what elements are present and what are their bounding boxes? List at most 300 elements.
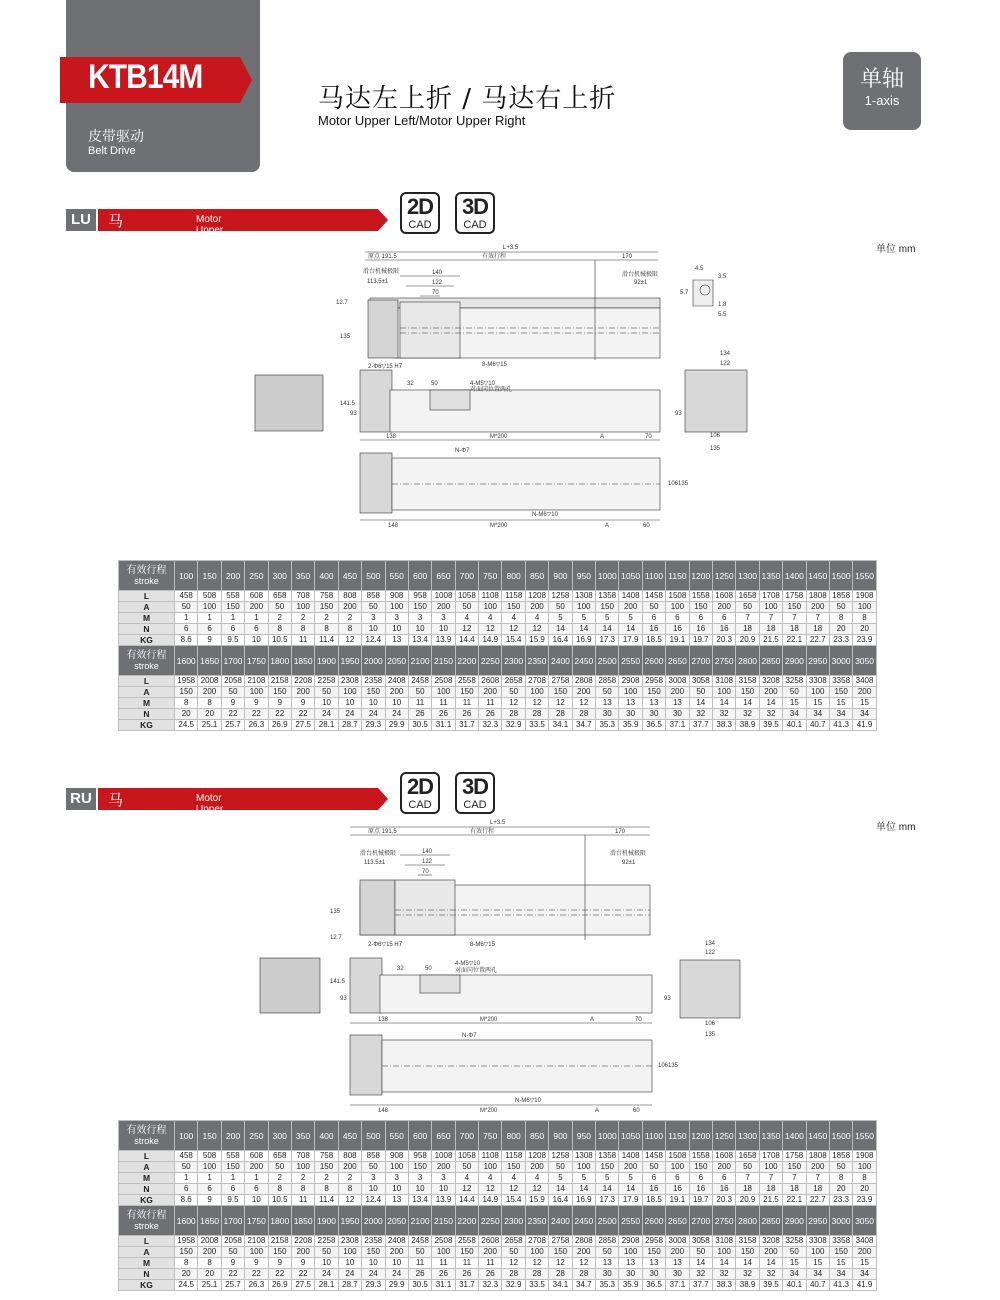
table-cell: 3358 <box>829 1236 852 1247</box>
table-cell: 19.7 <box>689 635 712 646</box>
table-row <box>119 1184 877 1195</box>
dim-a-bottom: A <box>595 1108 600 1114</box>
table-cell: 150 <box>221 602 244 613</box>
table-cell: 34.7 <box>572 720 595 731</box>
cad-3d-button[interactable] <box>455 192 495 234</box>
table-cell: 50 <box>642 602 665 613</box>
cad-2d-button[interactable] <box>400 772 440 814</box>
dim-170: 170 <box>622 254 633 260</box>
table-row <box>119 709 877 720</box>
table-cell: 150 <box>596 602 619 613</box>
table-cell: 908 <box>385 1151 408 1162</box>
table-cell: 22 <box>291 1269 314 1280</box>
table-cell: 758 <box>315 1151 338 1162</box>
table-cell: 10 <box>385 624 408 635</box>
stroke-value: 2550 <box>619 1206 642 1236</box>
table-cell: 1 <box>221 613 244 624</box>
table-cell: 858 <box>362 591 385 602</box>
table-cell: 8 <box>268 1184 291 1195</box>
table-row <box>119 676 877 687</box>
table-cell: 17.3 <box>596 635 619 646</box>
table-cell: 2758 <box>549 1236 572 1247</box>
table-cell: 13 <box>666 1258 689 1269</box>
table-cell: 1658 <box>736 591 759 602</box>
table-cell: 40.1 <box>783 1280 806 1291</box>
table-cell: 30 <box>642 1269 665 1280</box>
table-cell: 28 <box>549 1269 572 1280</box>
stroke-value: 1650 <box>198 646 221 676</box>
table-row <box>119 1173 877 1184</box>
table-cell: 1 <box>198 613 221 624</box>
stroke-value: 1000 <box>596 1121 619 1151</box>
table-cell: 26 <box>432 1269 455 1280</box>
table-cell: 50 <box>221 1247 244 1258</box>
table-cell: 2608 <box>479 1236 502 1247</box>
dim-32: 32 <box>397 966 404 972</box>
table-cell: 32 <box>736 709 759 720</box>
table-cell: 2858 <box>596 1236 619 1247</box>
table-cell: 22.1 <box>783 1195 806 1206</box>
table-cell: 2 <box>338 1173 361 1184</box>
table-cell: 14 <box>596 1184 619 1195</box>
table-cell: 2358 <box>362 1236 385 1247</box>
table-cell: 1058 <box>455 591 478 602</box>
table-cell: 200 <box>338 1162 361 1173</box>
stroke-value: 1950 <box>338 646 361 676</box>
table-cell: 2158 <box>268 676 291 687</box>
cad-2d-button[interactable] <box>400 192 440 234</box>
table-cell: 3408 <box>853 1236 876 1247</box>
stroke-value: 2950 <box>806 646 829 676</box>
stroke-header-row <box>119 561 877 591</box>
stroke-value: 1700 <box>221 1206 244 1236</box>
table-cell: 10 <box>385 698 408 709</box>
table-cell: 41.9 <box>853 1280 876 1291</box>
table-cell: 908 <box>385 591 408 602</box>
dim-70: 70 <box>432 290 439 296</box>
table-cell: 15 <box>853 698 876 709</box>
stroke-value: 2100 <box>408 1206 431 1236</box>
table-cell: 5 <box>572 613 595 624</box>
table-cell: 2008 <box>198 676 221 687</box>
table-cell: 200 <box>385 687 408 698</box>
stroke-value: 300 <box>268 1121 291 1151</box>
stroke-value: 850 <box>525 1121 548 1151</box>
stroke-value: 2700 <box>689 646 712 676</box>
stroke-value: 2800 <box>736 1206 759 1236</box>
dim-12-7: 12.7 <box>330 935 342 941</box>
table-cell: 2708 <box>525 1236 548 1247</box>
table-cell: 200 <box>432 602 455 613</box>
table-cell: 1408 <box>619 1151 642 1162</box>
table-cell: 10 <box>385 1184 408 1195</box>
table-cell: 22 <box>245 1269 268 1280</box>
table-cell: 1258 <box>549 1151 572 1162</box>
table-cell: 50 <box>689 687 712 698</box>
table-cell: 34 <box>806 1269 829 1280</box>
table-cell: 34 <box>829 1269 852 1280</box>
table-cell: 1408 <box>619 591 642 602</box>
dim-92: 92±1 <box>634 280 648 286</box>
table-cell: 16 <box>666 1184 689 1195</box>
stroke-value: 600 <box>408 561 431 591</box>
table-cell: 658 <box>268 1151 291 1162</box>
table-cell: 17.9 <box>619 635 642 646</box>
table-cell: 13 <box>596 1258 619 1269</box>
table-cell: 15.4 <box>502 635 525 646</box>
stroke-value: 450 <box>338 561 361 591</box>
table-cell: 20 <box>175 1269 198 1280</box>
table-cell: 2808 <box>572 1236 595 1247</box>
table-cell: 28 <box>502 1269 525 1280</box>
table-cell: 7 <box>736 613 759 624</box>
table-cell: 33.5 <box>525 720 548 731</box>
table-cell: 37.7 <box>689 1280 712 1291</box>
table-cell: 50 <box>268 1162 291 1173</box>
table-cell: 13.9 <box>432 1195 455 1206</box>
table-cell: 20.9 <box>736 1195 759 1206</box>
table-cell: 32 <box>712 709 735 720</box>
table-cell: 3 <box>432 613 455 624</box>
table-cell: 14 <box>712 1258 735 1269</box>
dim-122-side: 122 <box>720 361 731 367</box>
table-cell: 18 <box>736 1184 759 1195</box>
dim-138: 138 <box>378 1017 389 1023</box>
table-cell: 13 <box>666 698 689 709</box>
table-cell: 100 <box>712 687 735 698</box>
stroke-value: 2000 <box>362 646 385 676</box>
table-row <box>119 1258 877 1269</box>
table-cell: 1708 <box>759 1151 782 1162</box>
table-cell: 200 <box>853 687 876 698</box>
page-title-en: Motor Upper Left/Motor Upper Right <box>318 113 526 128</box>
table-cell: 100 <box>432 1247 455 1258</box>
table-cell: 37.1 <box>666 720 689 731</box>
drive-type-cn: 皮带驱动 <box>88 129 144 145</box>
table-cell: 20 <box>853 624 876 635</box>
table-cell: 200 <box>479 687 502 698</box>
stroke-value: 2500 <box>596 646 619 676</box>
dim-93: 93 <box>340 996 347 1002</box>
table-cell: 150 <box>642 687 665 698</box>
table-cell: 32 <box>759 709 782 720</box>
table-cell: 37.1 <box>666 1280 689 1291</box>
table-cell: 150 <box>408 1162 431 1173</box>
stroke-value: 750 <box>479 1121 502 1151</box>
table-cell: 35.3 <box>596 1280 619 1291</box>
dim-m5-note: 对面同位置两孔 <box>455 968 498 974</box>
table-cell: 30 <box>642 709 665 720</box>
stroke-value: 450 <box>338 1121 361 1151</box>
stroke-value: 500 <box>362 1121 385 1151</box>
dim-effective: 有效行程 <box>482 254 507 260</box>
stroke-value: 400 <box>315 1121 338 1151</box>
table-cell: 7 <box>759 613 782 624</box>
dim-origin: 原点 191.5 <box>368 254 397 260</box>
table-cell: 150 <box>362 1247 385 1258</box>
dim-122: 122 <box>422 859 433 865</box>
table-cell: 11 <box>479 698 502 709</box>
table-cell: 7 <box>783 1173 806 1184</box>
table-cell: 2108 <box>245 676 268 687</box>
stroke-value: 2500 <box>596 1206 619 1236</box>
stroke-value: 2400 <box>549 1206 572 1236</box>
table-cell: 1 <box>245 1173 268 1184</box>
table-cell: 2808 <box>572 676 595 687</box>
table-cell: 15 <box>783 698 806 709</box>
table-cell: 150 <box>783 602 806 613</box>
section-code: RU <box>66 788 96 810</box>
table-cell: 41.9 <box>853 720 876 731</box>
table-cell: 18.5 <box>642 1195 665 1206</box>
table-cell: 33.5 <box>525 1280 548 1291</box>
table-cell: 150 <box>455 687 478 698</box>
table-cell: 3258 <box>783 1236 806 1247</box>
table-cell: 7 <box>759 1173 782 1184</box>
table-cell: 100 <box>572 1162 595 1173</box>
table-cell: 8 <box>829 1173 852 1184</box>
table-cell: 2958 <box>642 676 665 687</box>
table-cell: 19.7 <box>689 1195 712 1206</box>
table-cell: 1608 <box>712 1151 735 1162</box>
table-cell: 1308 <box>572 591 595 602</box>
table-cell: 12 <box>572 1258 595 1269</box>
table-cell: 11 <box>408 1258 431 1269</box>
table-row <box>119 602 877 613</box>
table-cell: 2058 <box>221 1236 244 1247</box>
table-cell: 12 <box>455 624 478 635</box>
table-cell: 20 <box>853 1184 876 1195</box>
table-cell: 14.4 <box>455 635 478 646</box>
row-label: A <box>119 1162 175 1173</box>
table-cell: 3058 <box>689 676 712 687</box>
table-cell: 3208 <box>759 1236 782 1247</box>
table-cell: 2258 <box>315 676 338 687</box>
table-cell: 150 <box>221 1162 244 1173</box>
table-cell: 36.5 <box>642 720 665 731</box>
table-cell: 8 <box>268 624 291 635</box>
stroke-value: 200 <box>221 561 244 591</box>
table-cell: 10 <box>245 1195 268 1206</box>
table-cell: 2 <box>315 1173 338 1184</box>
table-cell: 6 <box>175 624 198 635</box>
table-cell: 28.1 <box>315 720 338 731</box>
table-cell: 200 <box>198 687 221 698</box>
stroke-value: 2450 <box>572 646 595 676</box>
table-cell: 6 <box>642 1173 665 1184</box>
table-cell: 25.1 <box>198 720 221 731</box>
stroke-value: 1250 <box>712 1121 735 1151</box>
table-cell: 100 <box>666 602 689 613</box>
table-row <box>119 1269 877 1280</box>
table-cell: 30 <box>619 1269 642 1280</box>
table-cell: 2 <box>268 1173 291 1184</box>
table-cell: 9 <box>291 1258 314 1269</box>
table-cell: 14 <box>689 698 712 709</box>
table-row <box>119 1280 877 1291</box>
table-cell: 658 <box>268 591 291 602</box>
stroke-value: 2000 <box>362 1206 385 1236</box>
table-cell: 6 <box>221 624 244 635</box>
table-cell: 150 <box>829 1247 852 1258</box>
table-cell: 8.6 <box>175 635 198 646</box>
table-cell: 18 <box>759 624 782 635</box>
cad-3d-button[interactable] <box>455 772 495 814</box>
table-cell: 13 <box>385 635 408 646</box>
axis-badge <box>843 52 921 130</box>
table-cell: 38.9 <box>736 1280 759 1291</box>
dim-113: 113.5±1 <box>367 279 389 285</box>
stroke-value: 1400 <box>783 561 806 591</box>
table-cell: 1608 <box>712 591 735 602</box>
table-cell: 21.5 <box>759 1195 782 1206</box>
dim-m200-bottom: M*200 <box>490 523 508 529</box>
table-cell: 50 <box>455 602 478 613</box>
dim-m6: 8-M6▽15 <box>470 942 495 948</box>
table-cell: 558 <box>221 1151 244 1162</box>
table-cell: 100 <box>712 1247 735 1258</box>
table-cell: 558 <box>221 591 244 602</box>
table-cell: 1008 <box>432 1151 455 1162</box>
table-cell: 2708 <box>525 676 548 687</box>
table-cell: 200 <box>806 602 829 613</box>
stroke-header-cell <box>119 1206 175 1236</box>
stroke-value: 1450 <box>806 1121 829 1151</box>
dim-slider-limit: 滑台机械极限 <box>360 851 397 857</box>
stroke-value: 1050 <box>619 561 642 591</box>
table-cell: 200 <box>291 1247 314 1258</box>
table-cell: 50 <box>268 602 291 613</box>
table-cell: 2 <box>315 613 338 624</box>
table-cell: 10 <box>338 698 361 709</box>
table-cell: 3 <box>362 1173 385 1184</box>
table-cell: 1758 <box>783 1151 806 1162</box>
table-cell: 2558 <box>455 1236 478 1247</box>
table-cell: 16.9 <box>572 1195 595 1206</box>
table-cell: 150 <box>736 1247 759 1258</box>
table-cell: 100 <box>572 602 595 613</box>
stroke-value: 1950 <box>338 1206 361 1236</box>
lu-technical-drawing <box>250 240 750 530</box>
unit-label: 单位 mm <box>876 244 916 255</box>
stroke-value: 1300 <box>736 1121 759 1151</box>
table-cell: 1958 <box>175 1236 198 1247</box>
spec-table-lu <box>118 560 877 731</box>
cad-3d-label: 3D <box>461 194 489 219</box>
table-cell: 5 <box>549 613 572 624</box>
table-cell: 458 <box>175 591 198 602</box>
table-cell: 30 <box>596 709 619 720</box>
table-cell: 10.5 <box>268 1195 291 1206</box>
table-cell: 3 <box>385 1173 408 1184</box>
table-cell: 28.7 <box>338 720 361 731</box>
table-cell: 9 <box>268 698 291 709</box>
axis-badge-cn: 单轴 <box>859 67 904 92</box>
section-title-en: Motor Upper Right <box>196 793 224 826</box>
table-cell: 200 <box>338 602 361 613</box>
table-cell: 200 <box>198 1247 221 1258</box>
table-cell: 13.4 <box>408 635 431 646</box>
table-cell: 13 <box>619 698 642 709</box>
table-cell: 12 <box>572 698 595 709</box>
table-cell: 1458 <box>642 591 665 602</box>
table-cell: 6 <box>712 613 735 624</box>
table-row <box>119 1247 877 1258</box>
table-cell: 100 <box>853 602 876 613</box>
table-cell: 14 <box>759 698 782 709</box>
table-cell: 50 <box>175 602 198 613</box>
dim-135-side: 135 <box>710 446 721 452</box>
table-cell: 10 <box>362 624 385 635</box>
section-bar <box>98 209 378 231</box>
table-cell: 2458 <box>408 1236 431 1247</box>
stroke-value: 2800 <box>736 646 759 676</box>
page-title-cn: 马达左上折 / 马达右上折 <box>318 84 617 114</box>
table-cell: 20.3 <box>712 635 735 646</box>
stroke-value: 950 <box>572 1121 595 1151</box>
dim-70: 70 <box>422 869 429 875</box>
table-cell: 200 <box>432 1162 455 1173</box>
stroke-value: 3000 <box>829 1206 852 1236</box>
table-cell: 2608 <box>479 676 502 687</box>
stroke-value: 750 <box>479 561 502 591</box>
stroke-value: 250 <box>245 561 268 591</box>
table-cell: 100 <box>479 602 502 613</box>
table-cell: 16 <box>642 624 665 635</box>
table-cell: 30.5 <box>408 1280 431 1291</box>
dim-70-mid: 70 <box>635 1017 642 1023</box>
table-cell: 12 <box>455 1184 478 1195</box>
table-cell: 50 <box>315 1247 338 1258</box>
table-cell: 14 <box>736 698 759 709</box>
table-cell: 18 <box>783 624 806 635</box>
table-cell: 200 <box>385 1247 408 1258</box>
stroke-value: 850 <box>525 561 548 591</box>
table-cell: 100 <box>338 687 361 698</box>
cad-label: CAD <box>408 799 432 811</box>
dim-106-side: 106 <box>705 1021 716 1027</box>
table-cell: 508 <box>198 1151 221 1162</box>
dim-135-side: 135 <box>705 1032 716 1038</box>
table-cell: 39.5 <box>759 720 782 731</box>
table-cell: 1 <box>175 613 198 624</box>
table-cell: 11 <box>455 698 478 709</box>
table-cell: 4 <box>479 613 502 624</box>
cad-label: CAD <box>408 219 432 231</box>
table-cell: 3 <box>385 613 408 624</box>
table-cell: 1108 <box>479 1151 502 1162</box>
table-cell: 32 <box>689 1269 712 1280</box>
table-cell: 9.5 <box>221 635 244 646</box>
table-cell: 8 <box>338 624 361 635</box>
table-cell: 100 <box>291 602 314 613</box>
table-cell: 1208 <box>525 1151 548 1162</box>
dim-slider-limit: 滑台机械极限 <box>363 269 400 275</box>
table-cell: 23.3 <box>829 635 852 646</box>
table-cell: 100 <box>338 1247 361 1258</box>
table-cell: 35.9 <box>619 1280 642 1291</box>
table-cell: 50 <box>315 687 338 698</box>
table-cell: 23.9 <box>853 635 876 646</box>
cad-label: CAD <box>463 799 487 811</box>
table-cell: 15 <box>829 1258 852 1269</box>
table-cell: 25.1 <box>198 1280 221 1291</box>
table-cell: 23.3 <box>829 1195 852 1206</box>
table-cell: 2908 <box>619 1236 642 1247</box>
table-cell: 10 <box>362 1258 385 1269</box>
dim-141-5: 141.5 <box>340 401 356 407</box>
table-cell: 2958 <box>642 1236 665 1247</box>
